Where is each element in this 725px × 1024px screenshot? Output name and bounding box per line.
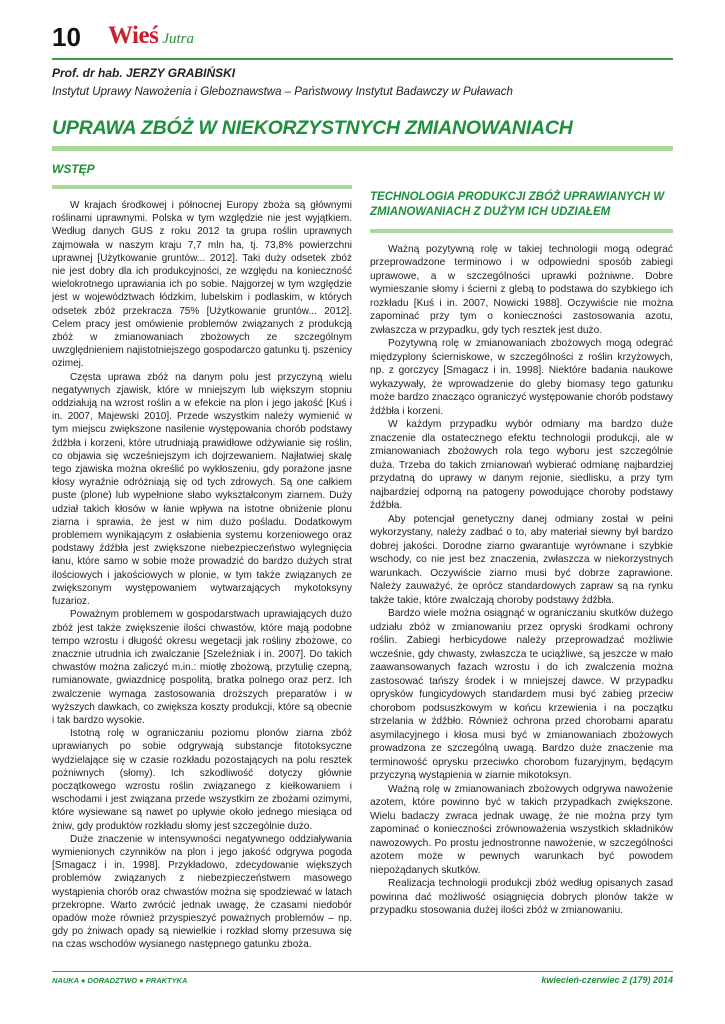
paragraph: W każdym przypadku wybór odmiany ma bardzo duże znaczenie dla ostatecznego efektu technologii produkcji, ale w zmianowaniach zbożowych rola tego wyboru jest szczególnie duża. Trzeba do takich zmianowań wybierać odmianę najbardziej przydatną do uprawy w danym rejonie, siedlisku, a przy tym najbardziej odporną na patogeny powodujące choroby podstawy źdźbła.	[370, 419, 673, 512]
title-divider	[52, 146, 673, 151]
footer-tagline: NAUKA ● DORADZTWO ● PRAKTYKA	[52, 976, 188, 985]
article-author: Prof. dr hab. JERZY GRABIŃSKI	[52, 66, 236, 80]
page-number: 10	[52, 22, 81, 52]
footer-divider	[52, 971, 673, 972]
logo-sub-text: Jutra	[162, 31, 194, 47]
section-divider	[370, 229, 673, 233]
paragraph: Częsta uprawa zbóż na danym polu jest przyczyną wielu negatywnych zjawisk, które w mniejszym lub większym stopniu oddziałują na wzrost roślin a w efekcie na plon i jego jakość [Kuś i in. 2007, Majewski 2010]. Przede wszystkim należy wymienić w tym miejscu zwiększone nasilenie występowania chorób podstawy źdźbła i korzeni, które utrudniają prawidłowe odżywianie się roślin, co objawia się wcześniejszym ich dojrzewaniem. Najłatwiej skalę tego zjawiska można określić po wykłoszeniu, gdy porażone jasne kłosy wyraźnie odróżniają się od tych zdrowych. Są one całkiem puste (plone) lub wypełnione słabo wykształconym ziarnem. Duży udział takich kłosów w łanie wpływa na istotne obniżenie plonu ziarna i sprawia, że jest w nim dużo pośladu. Dodatkowym problemem wynikającym z osłabienia systemu korzeniowego oraz podstawy źdźbła jest zwiększone niebezpieczeństwo wylegnięcia łanu, które samo w sobie może prowadzić do bardzo dużych strat ilościowych i jakościowych w plonie, w tym także związanych ze zwiększonym występowaniem wytwarzających mykotoksyny fuzarioz.	[52, 371, 352, 608]
logo-main-text: Wieś	[108, 22, 159, 49]
left-column-body	[52, 199, 352, 952]
footer-issue: kwiecień-czerwiec 2 (179) 2014	[541, 975, 673, 985]
paragraph: Ważną rolę w zmianowaniach zbożowych odgrywa nawożenie azotem, które powinno być w takich przypadkach zwiększone. Wielu badaczy zwraca jednak uwagę, że nie można przy tym zapominać o konieczności zrównoważenia wszystkich składników nawozowych. Po prostu jednostronne nawożenie, w szczególności azotem może w pewnych warunkach być powodem niepożądanych skutków.	[370, 783, 673, 876]
paragraph: Ważną pozytywną rolę w takiej technologii mogą odegrać przeprowadzone terminowo i w odpowiedni sposób zabiegi uprawowe, a w szczególności uprawki pożniwne. Dobre wymieszanie słomy i ścierni z glebą to podstawa do szybkiego ich rozkładu [Kuś i in. 2007, Nowicki 1988]. Oczywiście nie można zapominać przy tym o konieczności zastosowania azotu, zwłaszcza w przypadku, gdy tych resztek jest dużo.	[370, 243, 673, 336]
left-column	[52, 162, 352, 952]
section-divider	[52, 185, 352, 189]
article-title: UPRAWA ZBÓŻ W NIEKORZYSTNYCH ZMIANOWANIACH	[52, 117, 573, 139]
paragraph: Poważnym problemem w gospodarstwach uprawiających dużo zbóż jest także zwiększenie ilości chwastów, które mają podobne tempo wzrostu i długość okresu wegetacji jak rośliny zbożowe, co znacznie utrudnia ich zwalczanie [Szeleźniak i in. 2007]. Do takich chwastów można zaliczyć m.in.: miotłę zbożową, przytulię czepną, rumianowate, gwiazdnicę pospolitą, bratka polnego oraz perz. Ich zwalczenie wymaga zastosowania droższych preparatów i w wyższych dawkach, co zwiększa koszty produkcji, które są obecnie i tak bardzo wysokie.	[52, 609, 352, 726]
right-column	[370, 190, 673, 918]
section-heading-technology: TECHNOLOGIA PRODUKCJI ZBÓŻ UPRAWIANYCH W ZMIANOWANIACH Z DUŻYM ICH UDZIAŁEM	[370, 191, 665, 218]
paragraph: Aby potencjał genetyczny danej odmiany został w pełni wykorzystany, należy zadbać o to, aby materiał siewny był bardzo dobrej jakości. Dorodne ziarno gwarantuje wyrównane i szybkie wschody, co nie jest bez znaczenia, zwłaszcza w niekorzystnych warunkach. Oczywiście ziarno musi być dobrze zaprawione. Należy zauważyć, że oprócz standardowych zapraw są na rynku także takie, które zwalczają choroby podstawy źdźbła.	[370, 513, 673, 606]
paragraph: Duże znaczenie w intensywności negatywnego oddziaływania wymienionych czynników na plon i jego jakość odgrywa pogoda [Smagacz i in. 1998]. Przykładowo, zdecydowanie większych problemów związanych z niebezpieczeństwem masowego wystąpienia chorób oraz chwastów można się spodziewać w latach przekropne. Warto zwrócić jednak uwagę, że czasami niedobór opadów może również przyspieszyć poważnych problemów – np. gdy po żniwach opady są niewielkie i rozkład słomy przesuwa się na czas wschodów wysianego następnego gatunku zboża.	[52, 833, 352, 951]
section-heading-intro: WSTĘP	[52, 162, 95, 176]
author-institute: Instytut Uprawy Nawożenia i Gleboznawstwa – Państwowy Instytut Badawczy w Puławach	[52, 86, 513, 98]
paragraph: W krajach środkowej i północnej Europy zboża są głównymi roślinami uprawnymi. Polska w tym względzie nie jest wyjątkiem. Według danych GUS z roku 2012 ta grupa roślin uprawnych zajmowała w naszym kraju 7,7 mln ha, tj. 73,8% powierzchni uprawnej [Użytkowanie gruntów... 2012]. Taki duży odsetek zbóż nie jest dobry dla ich produkcyjności, ze względu na konieczność wielokrotnego uprawiania ich po sobie. Najgorzej w tym względzie jest w województwach łódzkim, lubelskim i podlaskim, w których odsetek zbóż przekracza 75% [Użytkowanie gruntów... 2012]. Celem pracy jest omówienie problemów związanych z produkcją zbóż w zmianowaniach zbożowych ze szczególnym uwzględnieniem najistotniejszego gospodarczo gatunku tj. pszenicy ozimej.	[52, 200, 352, 370]
header-divider	[52, 58, 673, 60]
right-column-body	[370, 243, 673, 918]
paragraph: Realizacja technologii produkcji zbóż według opisanych zasad powinna dać możliwość osiągnięcia dobrych plonów także w przypadku stosowania dużej ilości zbóż w zmianowaniu.	[370, 878, 673, 917]
paragraph: Pozytywną rolę w zmianowaniach zbożowych mogą odegrać międzyplony ścierniskowe, w szczególności z roślin krzyżowych, np. z gorczycy [Smagacz i in. 1998]. Niektóre badania naukowe wykazywały, że wprowadzenie do gleby biomasy tego gatunku może bardzo znacząco ograniczyć występowanie chorób podstawy źdźbła i korzeni.	[370, 338, 673, 417]
paragraph: Istotną rolę w ograniczaniu poziomu plonów ziarna zbóż uprawianych po sobie odgrywają substancje fitotoksyczne wydzielające się w czasie rozkładu pozostających na polu resztek pożniwnych (słomy). Ich szkodliwość dotyczy głównie początkowego wzrostu roślin związanego z kiełkowaniem i wschodami i jest związana przede wszystkim ze zbożami ozimymi, które wysiewane są nawet po upływie około jednego miesiąca od żniw, gdy produktów rozkładu słomy jest szczególnie dużo.	[52, 728, 352, 832]
paragraph: Bardzo wiele można osiągnąć w ograniczaniu skutków dużego udziału zbóż w zmianowaniu przez opryski środkami ochrony roślin. Zabiegi herbicydowe należy przeprowadzać możliwie wcześnie, gdy chwasty, zwłaszcza te uciążliwe, są jeszcze w mało zaawansowanych fazach wzrostu i do ich zwalczenia można zastosować tańszy środek i w mniejszej dawce. W przypadku oprysków fungicydowych standardem musi być zabieg przeciw chorobom podsuszkowym w końcu krzewienia i na początku strzelania w źdźbło. Również ochrona przed chorobami aparatu asymilacyjnego i kłosa musi być w zmianowaniach zbożowych prowadzona ze szczególną uwagą. Bardzo duże znaczenie ma terminowość oprysku przeciwko chorobom fuzaryjnym, będącym przyczyną wystąpienia w ziarnie mikotoksyn.	[370, 608, 673, 782]
magazine-logo	[108, 22, 194, 50]
